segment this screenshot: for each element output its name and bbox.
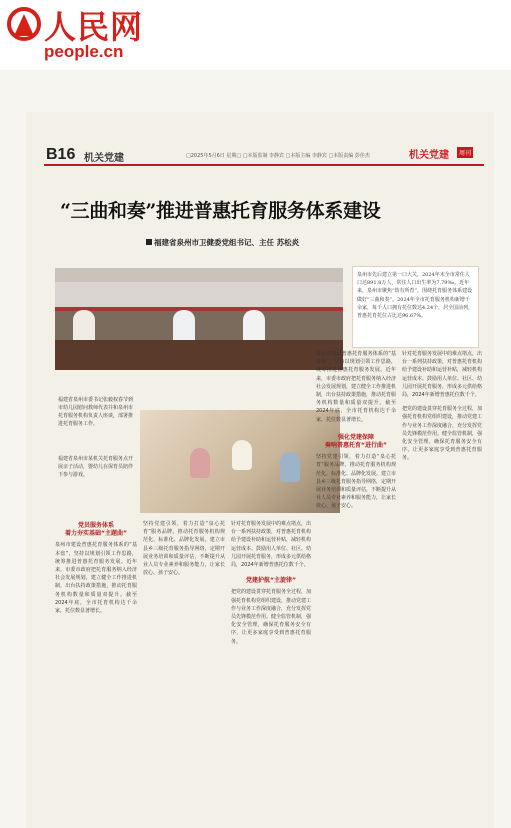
body-column-1 bbox=[55, 520, 137, 820]
column-text: 针对托育服务发展中的难点堵点，出台一系列扶持政策，对普惠托育机构给予建设补助和运营补贴，减轻机构运营成本。鼓励用人单位、社区、幼儿园开展托育服务，形成多元供给格局，2024年新增普惠托位数千个。 bbox=[402, 351, 482, 399]
meeting-banner bbox=[55, 268, 343, 282]
photo-caption-1: 福建省泉州市委书记张毅权春节到市幼儿园慰问教师代表并和泉州市托育服务机构负责人座谈，部署推进托育服务工作。 bbox=[58, 397, 134, 427]
column-text: 把党的建设贯穿托育服务全过程，加强托育机构党组织建设，推动党建工作与业务工作深度融合，充分发挥党员先锋模范作用。健全监管机制，强化安全管理，确保托育服务安全有序，让更多家庭享受到普惠托育服务。 bbox=[231, 589, 311, 645]
child-figure bbox=[232, 440, 252, 470]
body-column-3 bbox=[231, 520, 311, 820]
body-column-2 bbox=[143, 520, 225, 820]
column-text: 坚持党建引领，着力打造“泉心托育”服务品牌，推动托育服务机构规范化、标准化、品牌化发展。建立市县乡三级托育服务指导网络，定期开展业务培训和质量评估，不断提升从业人员专业素养和服务能力，让家长放心、孩子安心。 bbox=[316, 454, 396, 510]
edge-section-title: 机关党建 bbox=[409, 150, 449, 161]
body-column-4 bbox=[316, 350, 396, 820]
site-masthead bbox=[0, 0, 511, 70]
column-text: 针对托育服务发展中的难点堵点，出台一系列扶持政策，对普惠托育机构给予建设补助和运营补贴，减轻机构运营成本。鼓励用人单位、社区、幼儿园开展托育服务，形成多元供给格局，2024年新增普惠托位数千个。 bbox=[231, 521, 311, 569]
meeting-table bbox=[55, 340, 343, 370]
byline-text: 福建省泉州市卫健委党组书记、主任 苏松炎 bbox=[154, 238, 300, 247]
column-text: 泉州市建设普惠托育服务体系的“基本盘”，坚持以规划引领工作思路，统筹推进普惠托育服务发展。近年来，市委市政府把托育服务纳入经济社会发展规划，建立健全工作推进机制，出台扶持政策措施，推动托育服务机构数量和质量双提升。截至2024年底，全市托育机构达千余家，托位数显著增长。 bbox=[55, 542, 137, 615]
body-column-5 bbox=[402, 350, 482, 820]
issue-meta: □2025年5月6日 星期□ □本版监制 李静宾 □本版主编 李静宾 □本版责编 彭佳杰 bbox=[186, 153, 370, 159]
child-figure bbox=[280, 452, 300, 482]
column-text: 坚持党建引领，着力打造“泉心托育”服务品牌，推动托育服务机构规范化、标准化、品牌化发展。建立市县乡三级托育服务指导网络，定期开展业务培训和质量评估，不断提升从业人员专业素养和服务能力，让家长放心、孩子安心。 bbox=[143, 521, 225, 577]
site-domain[interactable]: people.cn bbox=[44, 42, 124, 61]
byline-bullet-icon bbox=[146, 239, 152, 245]
weekly-badge: 周刊 bbox=[457, 147, 473, 158]
column-text: 把党的建设贯穿托育服务全过程，加强托育机构党组织建设，推动党建工作与业务工作深度融合，充分发挥党员先锋模范作用。健全监管机制，强化安全管理，确保托育服务安全有序，让更多家庭享受到普惠托育服务。 bbox=[402, 406, 482, 462]
site-logo-text[interactable]: 人民网 bbox=[44, 8, 144, 46]
subhead-1: 党员服务体系 着力夯实基础“主题曲” bbox=[65, 522, 127, 538]
column-text: 泉州市建设普惠托育服务体系的“基本盘”，坚持以规划引领工作思路，统筹推进普惠托育服务发展。近年来，市委市政府把托育服务纳入经济社会发展规划，建立健全工作推进机制，出台扶持政策措施，推动托育服务机构数量和质量双提升。截至2024年底，全市托育机构达千余家，托位数显著增长。 bbox=[316, 351, 396, 423]
article-headline: “三曲和奏”推进普惠托育服务体系建设 bbox=[60, 200, 381, 222]
childcare-photo bbox=[140, 410, 340, 513]
subhead-2: 党建护航“主旋律” bbox=[246, 577, 296, 585]
article-intro: 泉州市先后建立第一口大关，2024年末全市常住人口达891.8万人，常住人口出生率为7.79‰。近年来，泉州市聚焦“幼有所育”，围绕托育服务体系建设做好“三曲和奏”，2024年全市托育服务机构新增千余家，每千人口拥有托位数达4.24个，居全国前列，普惠托育托位占比达96.67%。 bbox=[352, 266, 479, 348]
meeting-photo bbox=[55, 268, 343, 370]
article-byline bbox=[146, 237, 299, 248]
section-name: 机关党建 bbox=[84, 153, 124, 164]
child-figure bbox=[190, 448, 210, 478]
photo-caption-2: 福建省泉州市某机关托育服务点开展亲子活动，婴幼儿在保育员陪伴下参与游戏。 bbox=[58, 456, 134, 478]
people-logo-icon[interactable] bbox=[6, 6, 42, 42]
page-number: B16 bbox=[46, 146, 76, 163]
subhead-3: 强化党建保障 奏响普惠托育“进行曲” bbox=[325, 433, 387, 450]
header-rule bbox=[44, 164, 484, 166]
